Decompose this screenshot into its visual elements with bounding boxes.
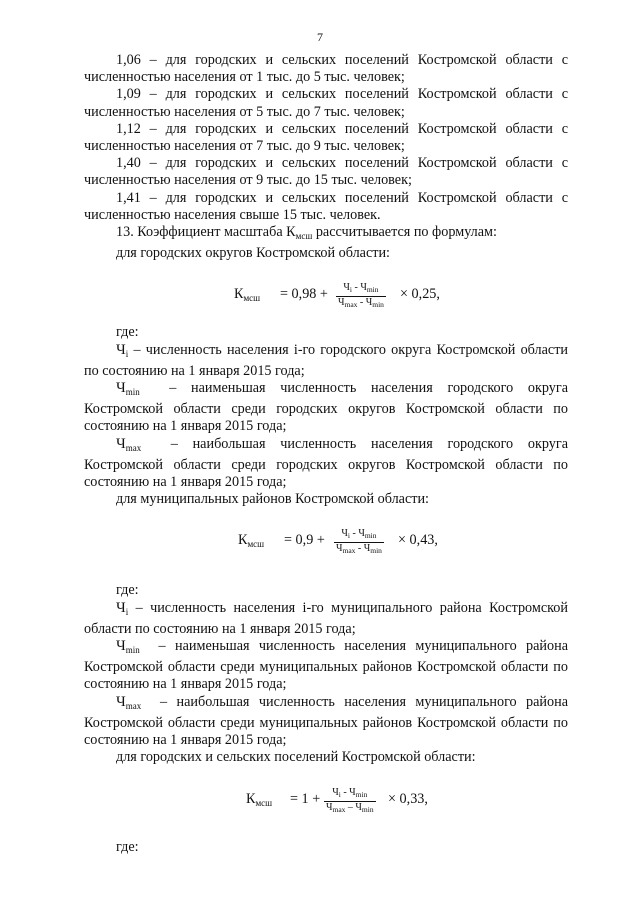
fraction: $Ч_i - Ч_{min}$ $Ч_{max} - Ч_{min}$ [336, 528, 382, 556]
section-heading: для муниципальных районов Костромской области: [116, 491, 429, 508]
coefficient-item: 1,41 – для городских и сельских поселений Костромской области с численностью населения свыше 15 тыс. человек. [84, 189, 568, 223]
coefficient-item: 1,06 – для городских и сельских поселений Костромской области с численностью населения от 1 тыс. до 5 тыс. человек; [84, 52, 568, 86]
where-label: где: [116, 838, 139, 855]
formula-settlements: $К_{мсш}$ = 1 + $Ч_i - Ч_{min}$ $Ч_{max} - Ч_{min}$ × 0,33, [246, 786, 428, 814]
document-body [84, 52, 568, 856]
fraction: $Ч_i - Ч_{min}$ $Ч_{max} - Ч_{min}$ [326, 786, 374, 814]
coefficient-item: 1,12 – для городских и сельских поселений Костромской области с численностью населения от 7 тыс. до 9 тыс. человек; [84, 120, 568, 155]
where-label: где: [116, 582, 139, 599]
item-13-paragraph: 13. Коэффициент масштаба $К_{мсш}$ рассчитывается по формулам: [116, 224, 497, 242]
page-number: 7 [317, 30, 323, 44]
formula-urban-districts: $К_{мсш}$ = 0,98 + $Ч_i - Ч_{min}$ $Ч_{max} - Ч_{min}$ × 0,25, [234, 282, 440, 310]
definition-item: $Ч_{max}$ – наибольшая численность населения муниципального района Костромской области среди муниципальных районов Костромской области по состоянию на 1 января 2015 года; [84, 693, 568, 749]
definition-item: $Ч_i$ – численность населения i-го городского округа Костромской области по состоянию на 1 января 2015 года; [84, 341, 569, 379]
definition-item: $Ч_{max}$ – наибольшая численность населения городского округа Костромской области среди городских округов Костромской области по состоянию на 1 января 2015 года; [84, 435, 569, 491]
where-label: где: [116, 324, 139, 341]
definition-item: $Ч_{min}$ – наименьшая численность населения городского округа Костромской области среди городских округов Костромской области по состоянию на 1 января 2015 года; [84, 380, 568, 435]
definition-item: $Ч_i$ – численность населения i-го муниципального района Костромской области по состоянию на 1 января 2015 года; [84, 599, 568, 637]
formula-municipal-districts: $К_{мсш}$ = 0,9 + $Ч_i - Ч_{min}$ $Ч_{max} - Ч_{min}$ × 0,43, [238, 528, 438, 556]
section-heading: для городских округов Костромской области: [116, 245, 390, 262]
coefficient-item: 1,40 – для городских и сельских поселений Костромской области с численностью населения от 9 тыс. до 15 тыс. человек; [84, 155, 568, 189]
definition-item: $Ч_{min}$ – наименьшая численность населения муниципального района Костромской области среди муниципальных районов Костромской области по состоянию на 1 января 2015 года; [84, 638, 568, 693]
coefficient-item: 1,09 – для городских и сельских поселений Костромской области с численностью населения от 5 тыс. до 7 тыс. человек; [84, 86, 568, 120]
section-heading: для городских и сельских поселений Костромской области: [116, 749, 476, 766]
fraction: $Ч_i - Ч_{min}$ $Ч_{max} - Ч_{min}$ [338, 282, 384, 310]
